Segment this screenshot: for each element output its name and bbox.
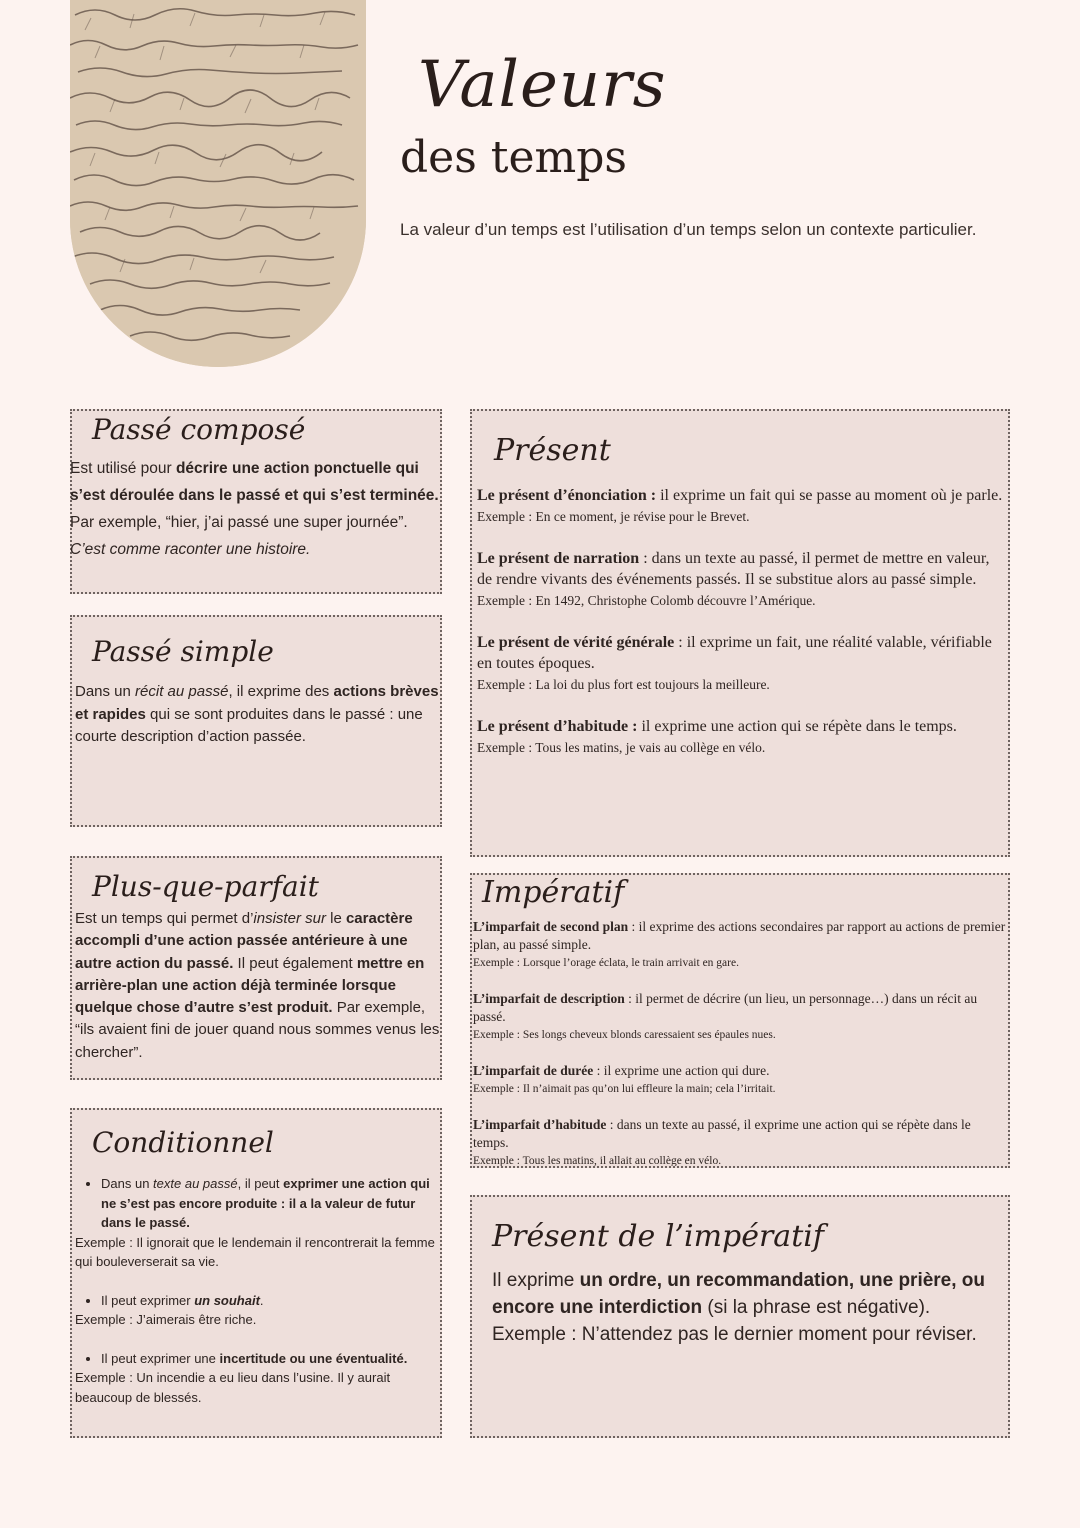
card-body: Il exprime un ordre, un recommandation, une prière, ou encore une interdiction (si la phrase est négative). Exemple : N’attendez pas le dernier moment pour réviser. [492,1267,992,1348]
page-title: Valeurs [418,48,667,122]
card-imperatif [470,873,1010,1168]
example-text: Exemple : La loi du plus fort est toujours la meilleure. [477,677,770,692]
card-body: Est utilisé pour décrire une action ponctuelle qui s’est déroulée dans le passé et qui s’est terminée. Par exemple, “hier, j’ai passé une super journée”. C’est comme raconter une histoire. [70,460,439,558]
example-text: Exemple : Tous les matins, il allait au collège en vélo. [473,1155,722,1167]
example-text: Exemple : Lorsque l’orage éclata, le train arrivait en gare. [473,957,739,969]
manuscript-image [70,0,366,367]
card-title: Plus-que-parfait [92,870,319,903]
example-text: Exemple : N’attendez pas le dernier moment pour réviser. [492,1324,977,1345]
card-plus-que-parfait [70,856,442,1080]
card-passe-simple [70,615,442,827]
example-text: Exemple : Un incendie a eu lieu dans l’usine. Il y aurait beaucoup de blessés. [75,1370,391,1405]
card-title: Impératif [482,875,625,910]
present-section: Le présent d’habitude : il exprime une action qui se répète dans le temps. Exemple : Tous les matins, je vais au collège en vélo. [477,716,1005,758]
card-present-imperatif [470,1195,1010,1438]
card-body [473,918,1007,1168]
list-item: • Il peut exprimer une incertitude ou une éventualité. [101,1349,441,1369]
present-section: Le présent de narration : dans un texte au passé, il permet de mettre en valeur, de rendre vivants des événements passés. Il se substitue alors au passé simple. Exemple : En 1492, Christophe Colomb découvre l’Amérique. [477,548,1005,611]
card-conditionnel [70,1108,442,1438]
list-item: • Dans un texte au passé, il peut exprimer une action qui ne s’est pas encore produite : il a la valeur de futur dans le passé. [101,1174,441,1233]
imperatif-section: L’imparfait de durée : il exprime une action qui dure. Exemple : Il n’aimait pas qu’on lui effleure la main; cela l’irritait. [473,1062,1007,1098]
card-body: Est un temps qui permet d’insister sur le caractère accompli d’une action passée antérieure à une autre action du passé. Il peut également mettre en arrière-plan une action déjà terminée lorsque quelque chose d’autre s’est produit. Par exemple, “ils avaient fini de jouer quand nous sommes venus les chercher”. [75,910,440,1061]
present-section: Le présent de vérité générale : il exprime un fait, une réalité valable, vérifiable en toutes époques. Exemple : La loi du plus fort est toujours la meilleure. [477,632,1005,695]
card-present [470,409,1010,857]
intro-text: La valeur d’un temps est l’utilisation d’un temps selon un contexte particulier. [400,220,977,239]
card-body [75,1174,441,1407]
example-text: Exemple : En 1492, Christophe Colomb découvre l’Amérique. [477,593,816,608]
card-title: Passé composé [92,413,306,446]
present-section: Le présent d’énonciation : il exprime un fait qui se passe au moment où je parle. Exemple : En ce moment, je révise pour le Brevet. [477,485,1005,527]
imperatif-section: L’imparfait d’habitude : dans un texte au passé, il exprime une action qui se répète dans le temps. Exemple : Tous les matins, il allait au collège en vélo. [473,1116,1007,1168]
imperatif-section: L’imparfait de second plan : il exprime des actions secondaires par rapport au actions de premier plan, au passé simple. Exemple : Lorsque l’orage éclata, le train arrivait en gare. [473,918,1007,972]
example-text: Exemple : Il n’aimait pas qu’on lui effleure la main; cela l’irritait. [473,1083,776,1095]
imperatif-section: L’imparfait de description : il permet de décrire (un lieu, un personnage…) dans un récit au passé. Exemple : Ses longs cheveux blonds caressaient ses épaules nues. [473,990,1007,1044]
example-text: Exemple : Tous les matins, je vais au collège en vélo. [477,740,766,755]
card-title: Passé simple [92,635,274,668]
card-title: Conditionnel [92,1126,274,1159]
card-body [477,485,1005,758]
example-text: Exemple : Ses longs cheveux blonds caressaient ses épaules nues. [473,1029,776,1041]
card-title: Présent [494,433,611,468]
page-subtitle: des temps [400,132,627,183]
example-text: Exemple : Il ignorait que le lendemain il rencontrerait la femme qui bouleverserait sa vie. [75,1234,435,1269]
card-passe-compose [70,409,442,594]
example-text: Exemple : J’aimerais être riche. [75,1312,257,1327]
list-item: • Il peut exprimer un souhait. [101,1291,441,1311]
card-title: Présent de l’impératif [492,1219,824,1254]
card-body: Dans un récit au passé, il exprime des actions brèves et rapides qui se sont produites dans le passé : une courte description d’action passée. [75,683,439,745]
example-text: Exemple : En ce moment, je révise pour le Brevet. [477,509,750,524]
